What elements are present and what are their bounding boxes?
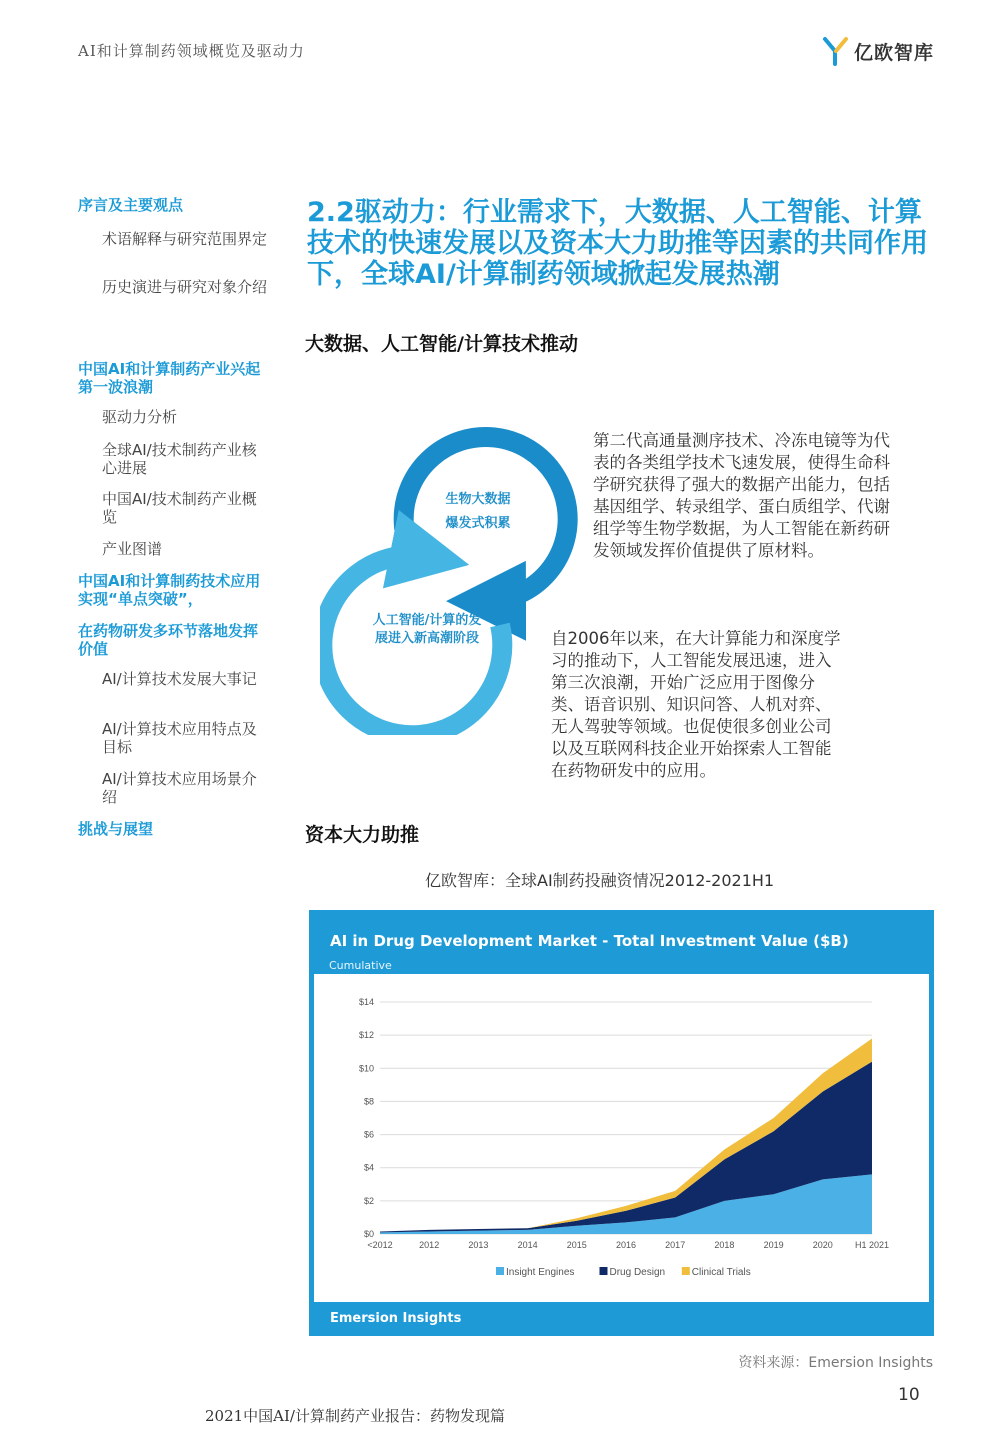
page-title: 2.2驱动力：行业需求下，大数据、人工智能、计算技术的快速发展以及资本大力助推等因素的共同作用下，全球AI/计算制药领域掀起发展热潮 — [307, 197, 928, 290]
x-tick-label: 2014 — [517, 1240, 538, 1250]
toc-section-breakthrough[interactable]: 中国AI和计算制药技术应用实现“单点突破”， — [78, 572, 261, 608]
chart-plot-area — [314, 974, 929, 1302]
toc-item-drivers[interactable]: 驱动力分析 — [102, 408, 178, 426]
legend-swatch — [682, 1267, 690, 1275]
paragraph-bio-data: 第二代高通量测序技术、冷冻电镜等为代表的各类组学技术飞速发展，使得生命科学研究获得了强大的数据产出能力，包括基因组学、转录组学、蛋白质组学、代谢组学等生物学数据，为人工智能在新药研发领域发挥价值提供了原材料。 — [593, 431, 890, 560]
toc-section-value[interactable]: 在药物研发多环节落地发挥价值 — [78, 622, 259, 658]
y-tick-label: $2 — [363, 1195, 374, 1206]
cycle-diagram — [320, 415, 580, 735]
x-tick-label: 2020 — [812, 1240, 833, 1250]
legend-swatch — [496, 1267, 504, 1275]
toc-section-preface[interactable]: 序言及主要观点 — [78, 196, 184, 214]
circle-label-ai-compute: 人工智能/计算的发 展进入新高潮阶段 — [372, 613, 482, 646]
y-tick-label: $14 — [358, 997, 374, 1007]
toc-item-scenarios[interactable]: AI/计算技术应用场景介绍 — [102, 770, 257, 806]
toc-item-history[interactable]: 历史演进与研究对象介绍 — [102, 278, 268, 296]
toc-item-terms[interactable]: 术语解释与研究范围界定 — [102, 230, 268, 248]
x-tick-label: 2017 — [665, 1240, 686, 1250]
page-footer: 2021中国AI/计算制药产业报告：药物发现篇 — [205, 1407, 505, 1425]
chart-subtitle: Cumulative — [329, 959, 392, 972]
brand-name: 亿欧智库 — [854, 41, 935, 64]
toc-item-milestones[interactable]: AI/计算技术发展大事记 — [102, 670, 257, 688]
toc-item-features[interactable]: AI/计算技术应用特点及目标 — [102, 720, 257, 756]
x-tick-label: 2016 — [615, 1240, 637, 1250]
x-tick-label: 2013 — [468, 1240, 489, 1250]
toc-item-industry-map[interactable]: 产业图谱 — [102, 540, 163, 558]
legend-swatch — [600, 1267, 608, 1275]
brand-logo — [822, 36, 934, 66]
yiou-logo-icon — [822, 36, 850, 66]
x-tick-label: 2018 — [714, 1240, 735, 1250]
section-heading-tech: 大数据、人工智能/计算技术推动 — [305, 333, 578, 355]
circle-label-bio-data: 生物大数据 爆发式积累 — [445, 492, 511, 531]
legend-label: Clinical Trials — [691, 1267, 751, 1278]
investment-area-chart — [314, 974, 929, 1302]
chart-caption: 亿欧智库：全球AI制药投融资情况2012-2021H1 — [425, 871, 775, 890]
legend-label: Insight Engines — [506, 1267, 575, 1278]
page-number: 10 — [898, 1385, 920, 1405]
y-tick-label: $8 — [363, 1096, 374, 1107]
x-tick-label: 2015 — [566, 1240, 587, 1250]
y-tick-label: $6 — [363, 1129, 374, 1140]
toc-item-global-progress[interactable]: 全球AI/技术制药产业核心进展 — [102, 441, 257, 477]
x-tick-label: 2012 — [419, 1240, 440, 1250]
y-tick-label: $12 — [358, 1030, 374, 1041]
source-note: 资料来源：Emersion Insights — [738, 1355, 933, 1371]
y-tick-label: $0 — [363, 1229, 374, 1239]
toc-section-challenges[interactable]: 挑战与展望 — [78, 820, 154, 838]
chart-panel — [309, 910, 934, 1336]
x-tick-label: <2012 — [367, 1240, 393, 1250]
x-tick-label: 2019 — [763, 1240, 784, 1250]
chart-title: AI in Drug Development Market - Total Investment Value ($B) — [330, 932, 849, 950]
legend-label: Drug Design — [609, 1267, 666, 1278]
section-heading-capital: 资本大力助推 — [305, 824, 420, 846]
y-tick-label: $4 — [363, 1162, 374, 1173]
toc-item-china-overview[interactable]: 中国AI/技术制药产业概览 — [102, 490, 257, 526]
toc-section-first-wave[interactable]: 中国AI和计算制药产业兴起第一波浪潮 — [78, 360, 261, 396]
page-header-title: AI和计算制药领域概览及驱动力 — [78, 42, 305, 60]
paragraph-ai-development: 自2006年以来，在大计算能力和深度学习的推动下，人工智能发展迅速，进入第三次浪潮，开始广泛应用于图像分类、语音识别、知识问答、人机对弈、无人驾驶等领域。也促使很多创业公司以及互联网科技企业开始探索人工智能在药物研发中的应用。 — [551, 629, 841, 780]
chart-brand: Emersion Insights — [330, 1311, 462, 1326]
y-tick-label: $10 — [358, 1063, 374, 1074]
x-tick-label: H1 2021 — [854, 1240, 890, 1250]
